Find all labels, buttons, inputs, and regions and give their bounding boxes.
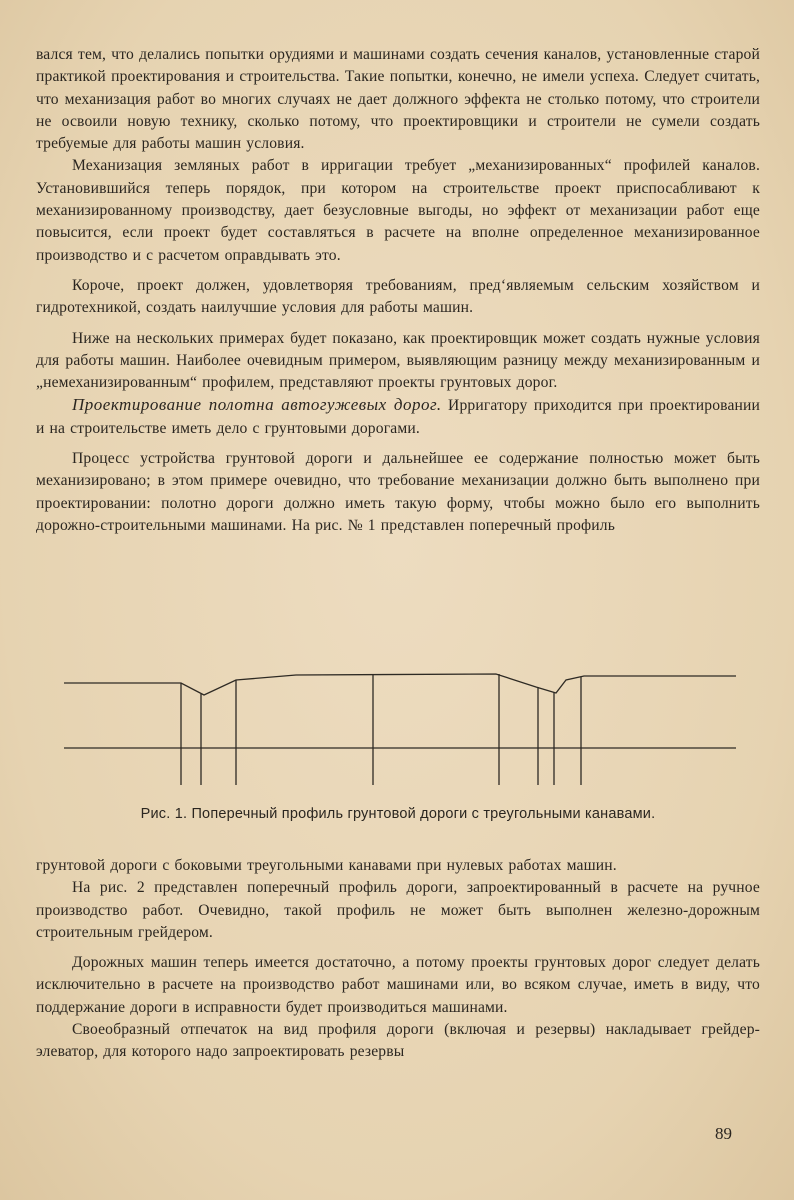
text-block-bottom [36,855,760,1064]
text-block-top [36,44,760,537]
road-cross-section-figure [36,660,760,810]
section-text: Ирригатору приходится при проектировании и на строительстве иметь дело с грунтовыми дорогами. [36,397,761,437]
ground-profile-line [64,674,736,695]
paragraph: Своеобразный отпечаток на вид профиля дороги (включая и резервы) накладывает грейдер-элеватор, для которого надо запроектировать резервы [36,1021,760,1061]
paragraph: Механизация земляных работ в ирригации требует „механизированных“ профилей каналов. Установившийся теперь порядок, при котором на строительстве проект приспосабливают к механизированному производству, дает безусловные выгоды, но эффект от механизации работ еще повысится, если проект будет составляться в расчете на вполне определенное механизированное производство и с расчетом оправдывать это. [36,157,760,264]
road-profile-lines [64,674,736,785]
paragraph: Короче, проект должен, удовлетворяя требованиям, пред‘являемым сельским хозяйством и гидротехникой, создать наилучшие условия для работы машин. [36,276,760,317]
paragraph: вался тем, что делались попытки орудиями и машинами создать сечения каналов, установленные старой практикой проектирования и строительства. Такие попытки, конечно, не имели успеха. Следует считать, что механизация работ во многих случаях не дает должного эффекта не столько потому, что строители не освоили новую технику, сколько потому, что проектировщики и строители не сумели создать требуемые для работы машин условия. [36,46,760,153]
paragraph: Дорожных машин теперь имеется достаточно, а потому проекты грунтовых дорог следует делать исключительно в расчете на производство работ машинами или, во всяком случае, иметь в виду, что поддержание дороги в исправности будет производиться машинами. [36,954,760,1016]
section-heading: Проектирование полотна автогужевых дорог. [72,395,442,415]
page-number: 89 [715,1124,732,1143]
paragraph-section [36,394,760,440]
paragraph: Ниже на нескольких примерах будет показано, как проектировщик может создать нужные условия для работы машин. Наиболее очевидным примером, выявляющим разницу между механизированным и „немеханизированным“ профилем, представляют проекты грунтовых дорог. [36,329,760,392]
paragraph: На рис. 2 представлен поперечный профиль дороги, запроектированный в расчете на ручное производство работ. Очевидно, такой профиль не может быть выполнен железно-дорожным строительным грейдером. [36,879,760,941]
paragraph: грунтовой дороги с боковыми треугольными канавами при нулевых работах машин. [36,857,617,874]
figure-caption: Рис. 1. Поперечный профиль грунтовой дороги с треугольными канавами. [140,806,656,822]
paragraph: Процесс устройства грунтовой дороги и дальнейшее ее содержание полностью может быть механизировано; в этом примере очевидно, что требование механизации должно быть выполнено при проектировании: полотно дороги должно иметь такую форму, чтобы можно было его выполнить дорожно-строительными машинами. На рис. № 1 представлен поперечный профиль [36,450,760,534]
